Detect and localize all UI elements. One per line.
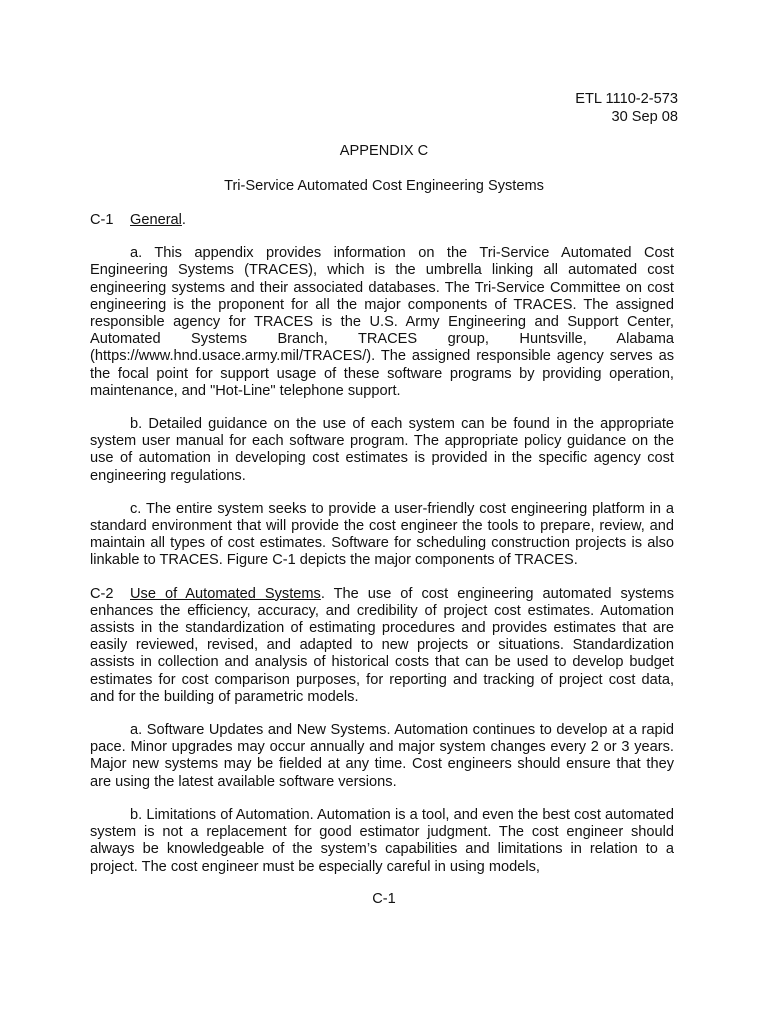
section-c2-intro: The use of cost engineering automated systems enhances the efficiency, accuracy, and credibility of project cost estimates. Automation assists in the standardization of estimating procedures and provides estimates that are easily reviewed, revised, and adapted to new projects or situations. Standardization assists in collection and analysis of historical costs that can be used to develop budget estimates for cost comparison purposes, for reporting and tracking of project cost data, and for the building of parametric models. (90, 585, 674, 705)
appendix-subtitle: Tri-Service Automated Cost Engineering Systems (224, 178, 544, 194)
paragraph-c2-b: b. Limitations of Automation. Automation is a tool, and even the best cost automated system is not a replacement for good estimator judgment. The cost engineer should always be knowledgeable of the system’s capabilities and limitations in relation to a project. The cost engineer must be especially careful in using models, (90, 806, 674, 875)
document-header (575, 90, 678, 126)
page-number: C-1 (372, 891, 396, 907)
paragraph-c1-c: c. The entire system seeks to provide a user-friendly cost engineering platform in a standard environment that will provide the cost engineer the tools to prepare, review, and maintain all types of cost estimates. Software for scheduling construction projects is also linkable to TRACES. Figure C-1 depicts the major components of TRACES. (90, 500, 674, 569)
section-title: General (130, 212, 182, 228)
section-c2: C-2 Use of Automated Systems. The use of cost engineering automated systems enhances the efficiency, accuracy, and credibility of project cost estimates. Automation assists in the standardization of estimating procedures and provides estimates that are easily reviewed, revised, and adapted to new projects or situations. Standardization assists in collection and analysis of historical costs that can be used to develop budget estimates for cost comparison purposes, for reporting and tracking of project cost data, and for the building of parametric models. (90, 585, 674, 705)
section-title: Use of Automated Systems (130, 585, 321, 602)
document-body (90, 212, 674, 892)
section-number: C-1 (90, 212, 114, 228)
paragraph-c1-b: b. Detailed guidance on the use of each system can be found in the appropriate system user manual for each software program. The appropriate policy guidance on the use of automation in developing cost estimates is provided in the specific agency cost engineering regulations. (90, 416, 674, 484)
paragraph-c2-a: a. Software Updates and New Systems. Automation continues to develop at a rapid pace. Minor upgrades may occur annually and major system changes every 2 or 3 years. Major new systems may be fielded at any time. Cost engineers should ensure that they are using the latest available software versions. (90, 722, 674, 790)
section-number: C-2 (90, 585, 114, 602)
paragraph-c1-a: a. This appendix provides information on the Tri-Service Automated Cost Engineering Systems (TRACES), which is the umbrella linking all automated cost engineering systems and their associated databases. The Tri-Service Committee on cost engineering is the proponent for all the major components of TRACES. The assigned responsible agency for TRACES is the U.S. Army Engineering and Support Center, Automated Systems Branch, TRACES group, Huntsville, Alabama (https://www.hnd.usace.army.mil/TRACES/). The assigned responsible agency serves as the focal point for support usage of these software programs by providing operation, maintenance, and "Hot-Line" telephone support. (90, 245, 674, 399)
appendix-title: APPENDIX C (339, 143, 429, 159)
doc-id: ETL 1110-2-573 (575, 91, 678, 107)
section-c1-heading: C-1 General. (90, 212, 186, 228)
doc-date: 30 Sep 08 (611, 109, 678, 125)
